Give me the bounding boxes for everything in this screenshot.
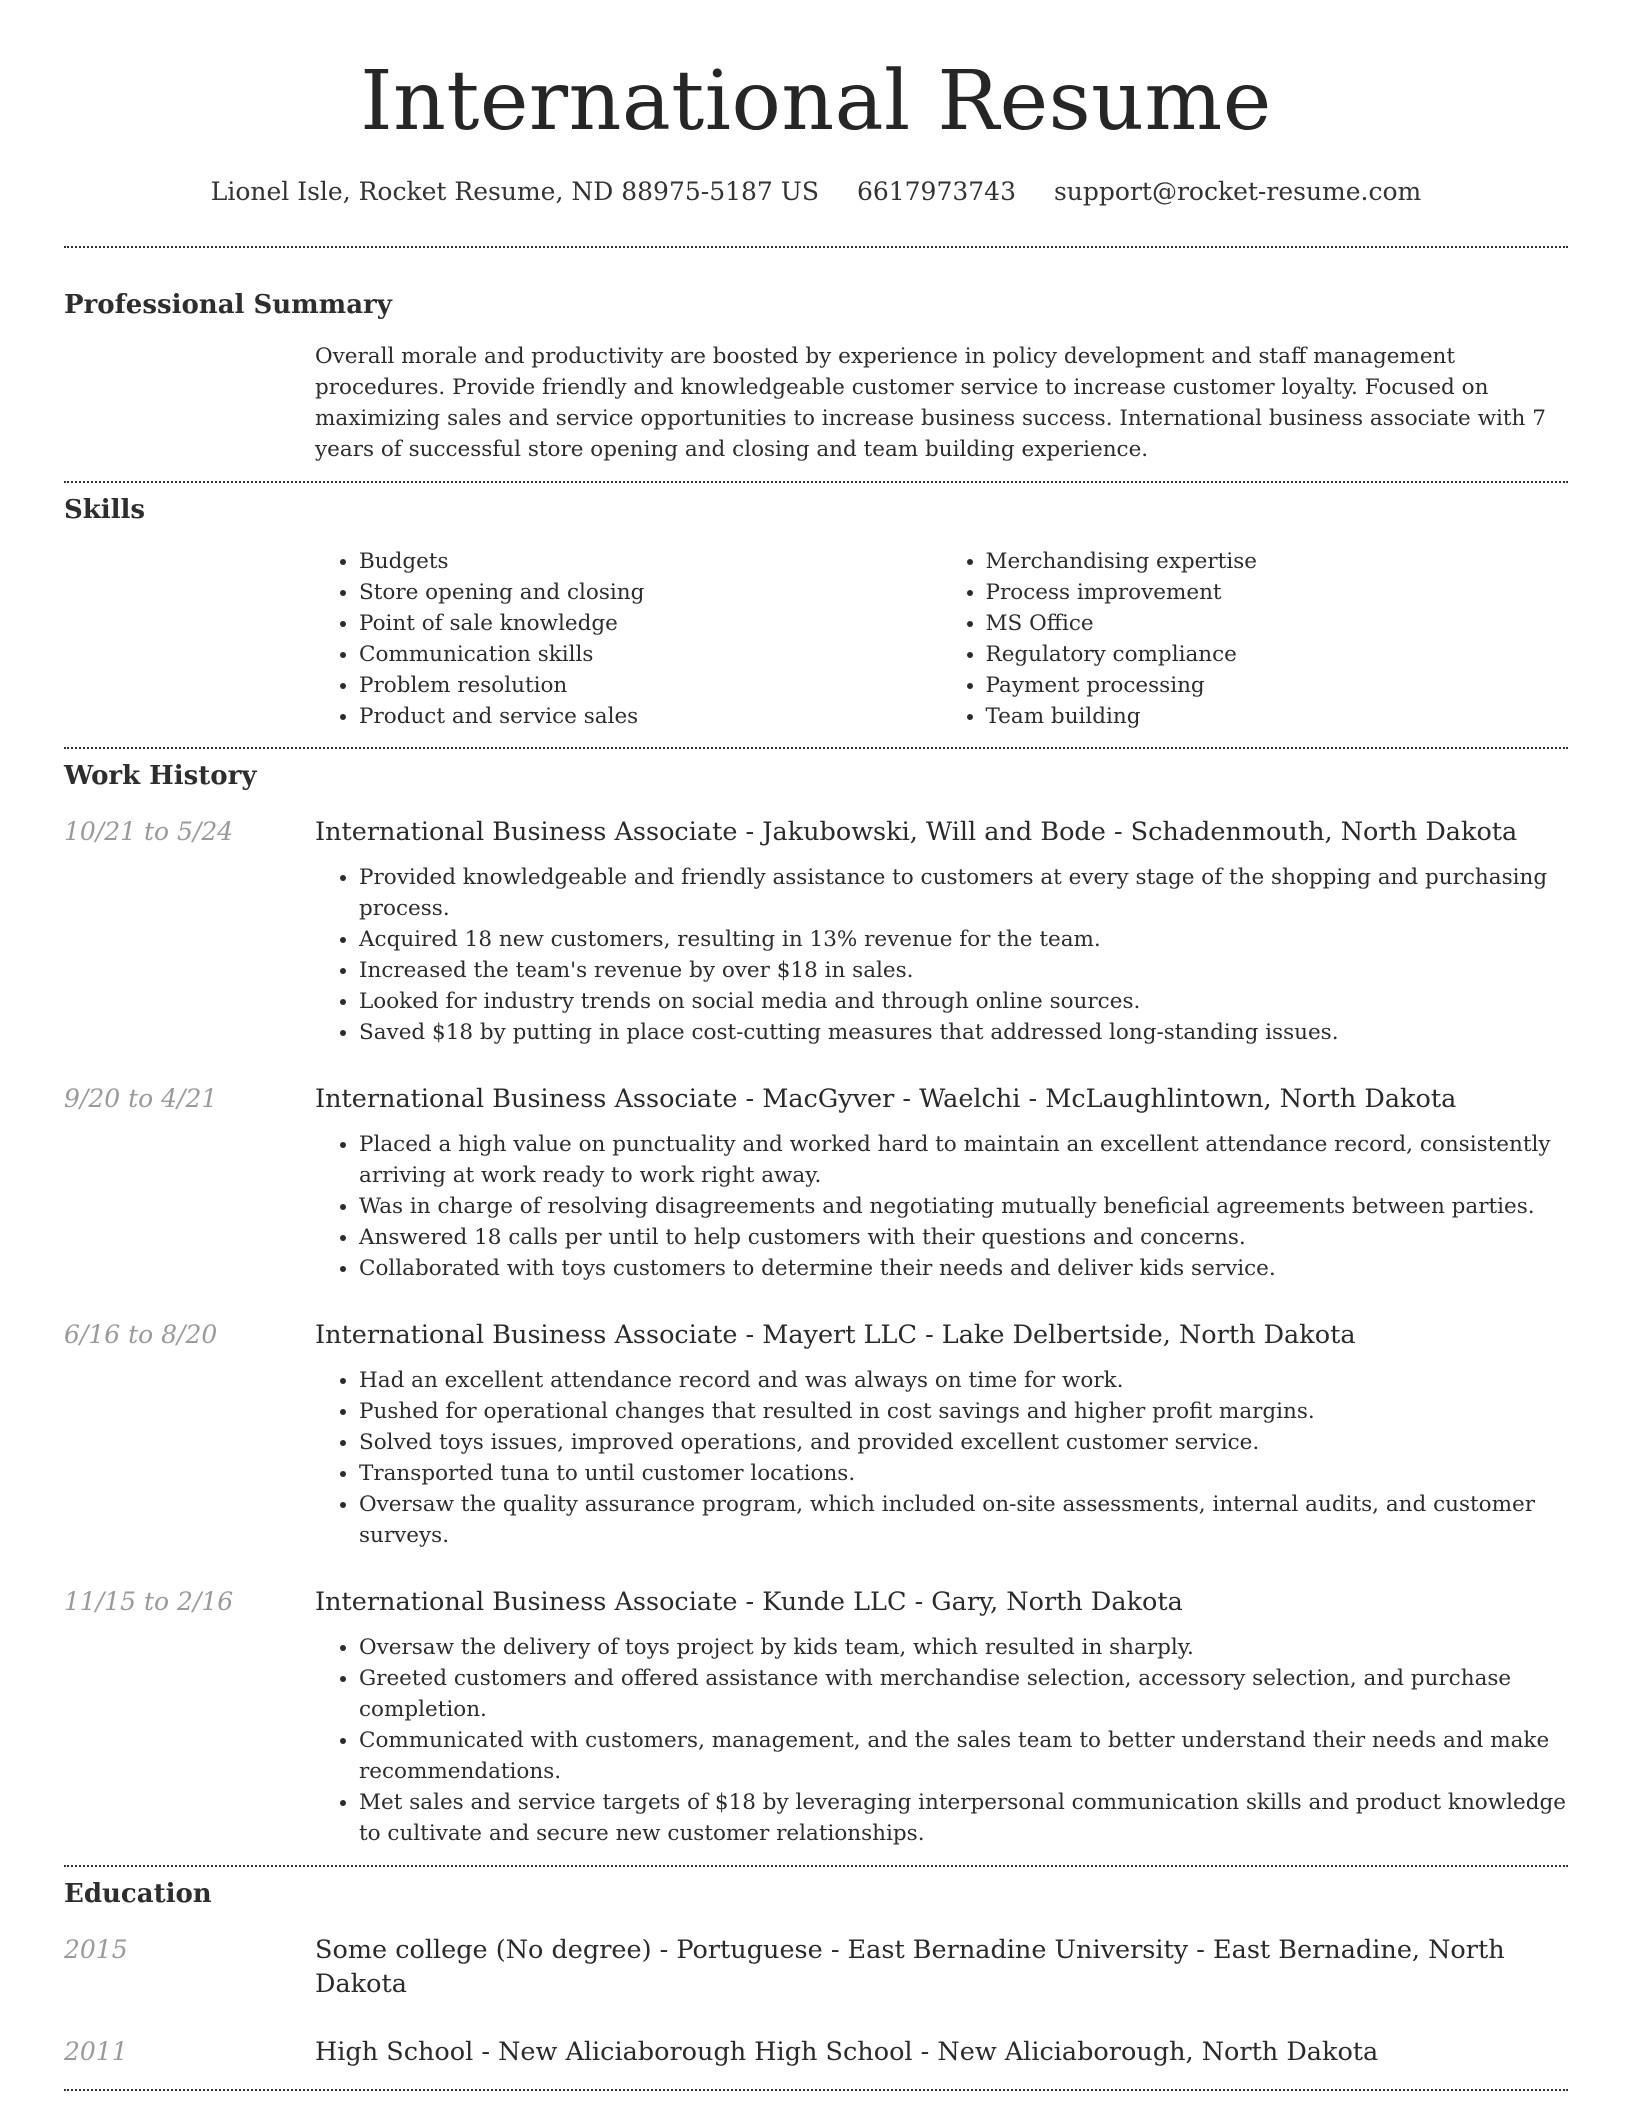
contact-phone: 6617973743 — [856, 177, 1016, 206]
summary-heading: Professional Summary — [64, 290, 392, 320]
skills-list-left — [315, 546, 942, 732]
skill-item: • Payment processing — [986, 670, 1569, 701]
education-text: High School - New Aliciaborough High School - New Aliciaborough, North Dakota — [315, 2037, 1379, 2067]
job-title: International Business Associate - MacGyver - Waelchi - McLaughlintown, North Dakota — [315, 1084, 1457, 1114]
job-dates: 9/20 to 4/21 — [64, 1084, 218, 1113]
job-bullet: • Met sales and service targets of $18 by leveraging interpersonal communication skills and product knowledge to cultivate and secure new customer relationships. — [359, 1787, 1568, 1849]
work-section — [64, 759, 1568, 1849]
resume-title: International Resume — [360, 54, 1272, 149]
job-header — [64, 1585, 1568, 1619]
education-entry — [64, 1933, 1568, 2001]
job-dates: 11/15 to 2/16 — [64, 1587, 234, 1616]
skill-item: • Budgets — [359, 546, 942, 577]
job-dates: 6/16 to 8/20 — [64, 1320, 218, 1349]
job-header — [64, 1082, 1568, 1116]
education-text: Some college (No degree) - Portuguese - East Bernadine University - East Bernadine, North Dakota — [315, 1935, 1505, 1999]
job-title: International Business Associate - Mayert LLC - Lake Delbertside, North Dakota — [315, 1320, 1356, 1350]
job-entry — [64, 1318, 1568, 1551]
job-bullet: • Placed a high value on punctuality and worked hard to maintain an excellent attendance record, consistently arriving at work ready to work right away. — [359, 1129, 1568, 1191]
job-bullets — [315, 1129, 1568, 1284]
education-year: 2011 — [64, 2037, 128, 2066]
education-entry — [64, 2035, 1568, 2069]
job-entry — [64, 815, 1568, 1048]
job-header — [64, 815, 1568, 849]
job-bullet: • Greeted customers and offered assistance with merchandise selection, accessory selection, and purchase completion. — [359, 1663, 1568, 1725]
education-heading: Education — [64, 1879, 212, 1909]
job-entry — [64, 1585, 1568, 1849]
skill-item: • Regulatory compliance — [986, 639, 1569, 670]
resume-page — [64, 0, 1568, 2091]
contact-address: Lionel Isle, Rocket Resume, ND 88975-5187 US — [210, 177, 819, 206]
job-bullet: • Saved $18 by putting in place cost-cutting measures that addressed long-standing issues. — [359, 1017, 1568, 1048]
job-bullet: • Was in charge of resolving disagreements and negotiating mutually beneficial agreements between parties. — [359, 1191, 1568, 1222]
work-heading: Work History — [64, 761, 257, 791]
divider — [64, 1865, 1568, 1867]
job-bullet: • Transported tuna to until customer locations. — [359, 1458, 1568, 1489]
job-bullet: • Acquired 18 new customers, resulting in 13% revenue for the team. — [359, 924, 1568, 955]
summary-section — [64, 288, 1568, 465]
skill-item: • Team building — [986, 701, 1569, 732]
skills-section — [64, 493, 1568, 732]
education-section — [64, 1877, 1568, 2069]
job-title: International Business Associate - Jakubowski, Will and Bode - Schadenmouth, North Dakota — [315, 817, 1518, 847]
summary-text: Overall morale and productivity are boosted by experience in policy development and staff management procedures. Provide friendly and knowledgeable customer service to increase customer loyalty. Focused on maximizing sales and service opportunities to increase business success. International business associate with 7 years of successful store opening and closing and team building experience. — [315, 344, 1546, 462]
job-bullet: • Answered 18 calls per until to help customers with their questions and concerns. — [359, 1222, 1568, 1253]
divider — [64, 2089, 1568, 2091]
job-bullet: • Increased the team's revenue by over $18 in sales. — [359, 955, 1568, 986]
job-bullet: • Collaborated with toys customers to determine their needs and deliver kids service. — [359, 1253, 1568, 1284]
job-bullet: • Looked for industry trends on social media and through online sources. — [359, 986, 1568, 1017]
skills-grid — [315, 546, 1568, 732]
skill-item: • Store opening and closing — [359, 577, 942, 608]
divider — [64, 747, 1568, 749]
contact-line — [64, 176, 1568, 208]
skill-item: • Point of sale knowledge — [359, 608, 942, 639]
divider — [64, 481, 1568, 483]
skill-item: • Process improvement — [986, 577, 1569, 608]
skill-item: • Problem resolution — [359, 670, 942, 701]
job-title: International Business Associate - Kunde LLC - Gary, North Dakota — [315, 1587, 1183, 1617]
job-bullet: • Oversaw the delivery of toys project by kids team, which resulted in sharply. — [359, 1632, 1568, 1663]
skill-item: • Communication skills — [359, 639, 942, 670]
job-header — [64, 1318, 1568, 1352]
skill-item: • Merchandising expertise — [986, 546, 1569, 577]
education-year: 2015 — [64, 1935, 128, 1964]
job-bullets — [315, 1365, 1568, 1551]
skills-heading: Skills — [64, 495, 146, 525]
skills-list-right — [942, 546, 1569, 732]
job-bullet: • Oversaw the quality assurance program, which included on-site assessments, internal audits, and customer surveys. — [359, 1489, 1568, 1551]
divider — [64, 246, 1568, 248]
job-bullet: • Pushed for operational changes that resulted in cost savings and higher profit margins. — [359, 1396, 1568, 1427]
skill-item: • Product and service sales — [359, 701, 942, 732]
skill-item: • MS Office — [986, 608, 1569, 639]
job-bullets — [315, 862, 1568, 1048]
job-bullets — [315, 1632, 1568, 1849]
job-entry — [64, 1082, 1568, 1284]
contact-email: support@rocket-resume.com — [1053, 177, 1422, 206]
job-bullet: • Provided knowledgeable and friendly assistance to customers at every stage of the shopping and purchasing process. — [359, 862, 1568, 924]
job-bullet: • Solved toys issues, improved operations, and provided excellent customer service. — [359, 1427, 1568, 1458]
job-bullet: • Had an excellent attendance record and was always on time for work. — [359, 1365, 1568, 1396]
job-bullet: • Communicated with customers, management, and the sales team to better understand their needs and make recommendations. — [359, 1725, 1568, 1787]
job-dates: 10/21 to 5/24 — [64, 817, 234, 846]
